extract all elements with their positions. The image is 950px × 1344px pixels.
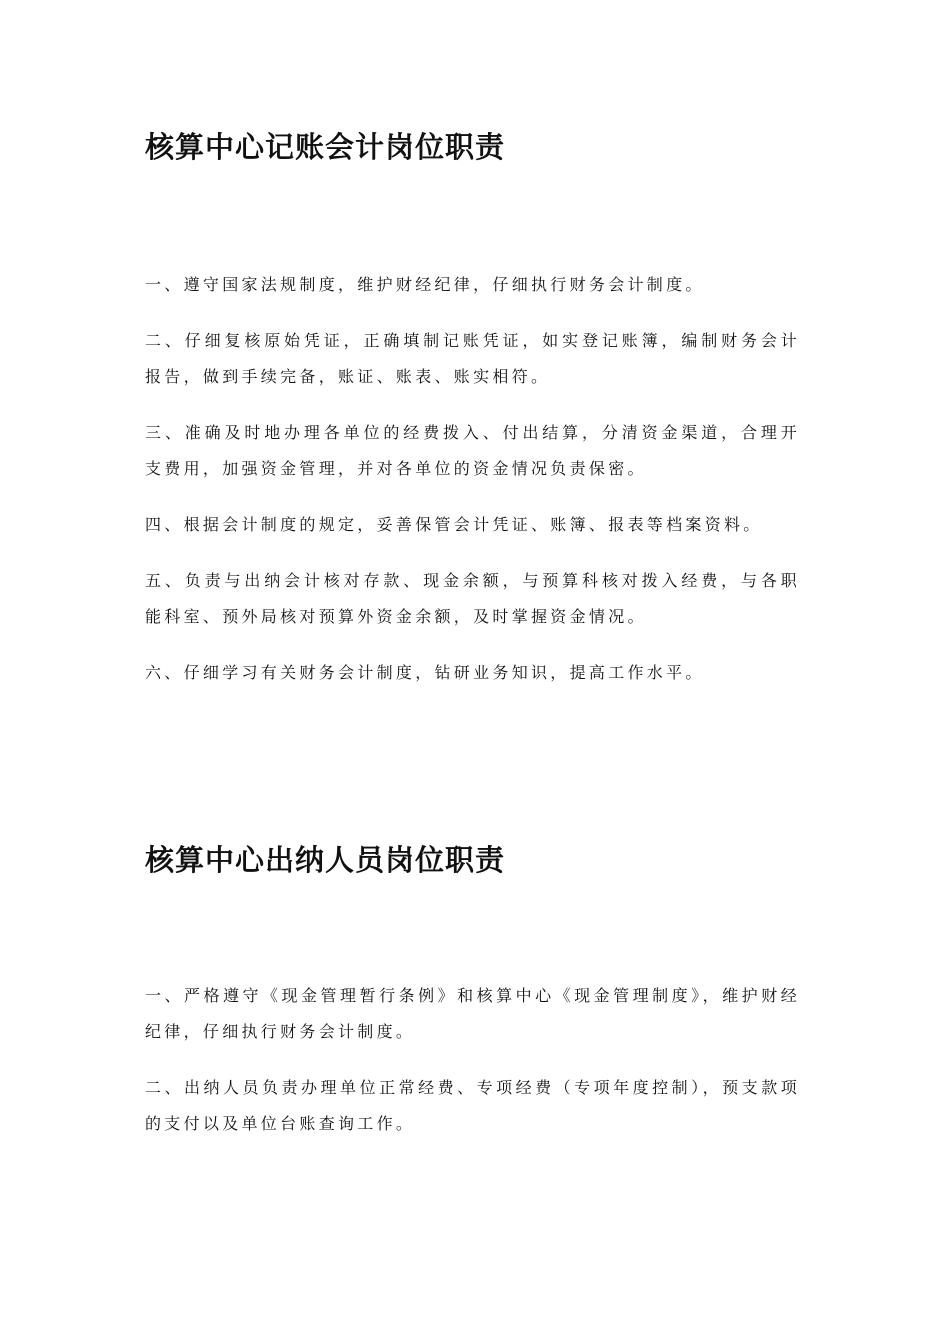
paragraph-list: [145, 267, 800, 691]
section-title: 核算中心记账会计岗位职责: [145, 130, 506, 164]
section-title: 核算中心出纳人员岗位职责: [145, 843, 506, 877]
paragraph: 二、出纳人员负责办理单位正常经费、专项经费（专项年度控制），预支款项的支付以及单位台账查询工作。: [145, 1078, 800, 1133]
paragraph: 三、准确及时地办理各单位的经费拨入、付出结算，分清资金渠道，合理开支费用，加强资金管理，并对各单位的资金情况负责保密。: [145, 423, 800, 478]
paragraph-list: [145, 978, 800, 1142]
paragraph: 六、仔细学习有关财务会计制度，钻研业务知识，提高工作水平。: [145, 663, 705, 682]
section-bookkeeping-duties: [145, 127, 800, 711]
paragraph: 四、根据会计制度的规定，妥善保管会计凭证、账簿、报表等档案资料。: [145, 515, 763, 534]
paragraph: 二、仔细复核原始凭证，正确填制记账凭证，如实登记账簿，编制财务会计报告，做到手续完备，账证、账表、账实相符。: [145, 331, 800, 386]
paragraph: 五、负责与出纳会计核对存款、现金余额，与预算科核对拨入经费，与各职能科室、预外局核对预算外资金余额，及时掌握资金情况。: [145, 571, 800, 626]
section-cashier-duties: [145, 840, 800, 1162]
paragraph: 一、严格遵守《现金管理暂行条例》和核算中心《现金管理制度》，维护财经纪律，仔细执行财务会计制度。: [145, 986, 800, 1041]
paragraph: 一、遵守国家法规制度，维护财经纪律，仔细执行财务会计制度。: [145, 275, 705, 294]
